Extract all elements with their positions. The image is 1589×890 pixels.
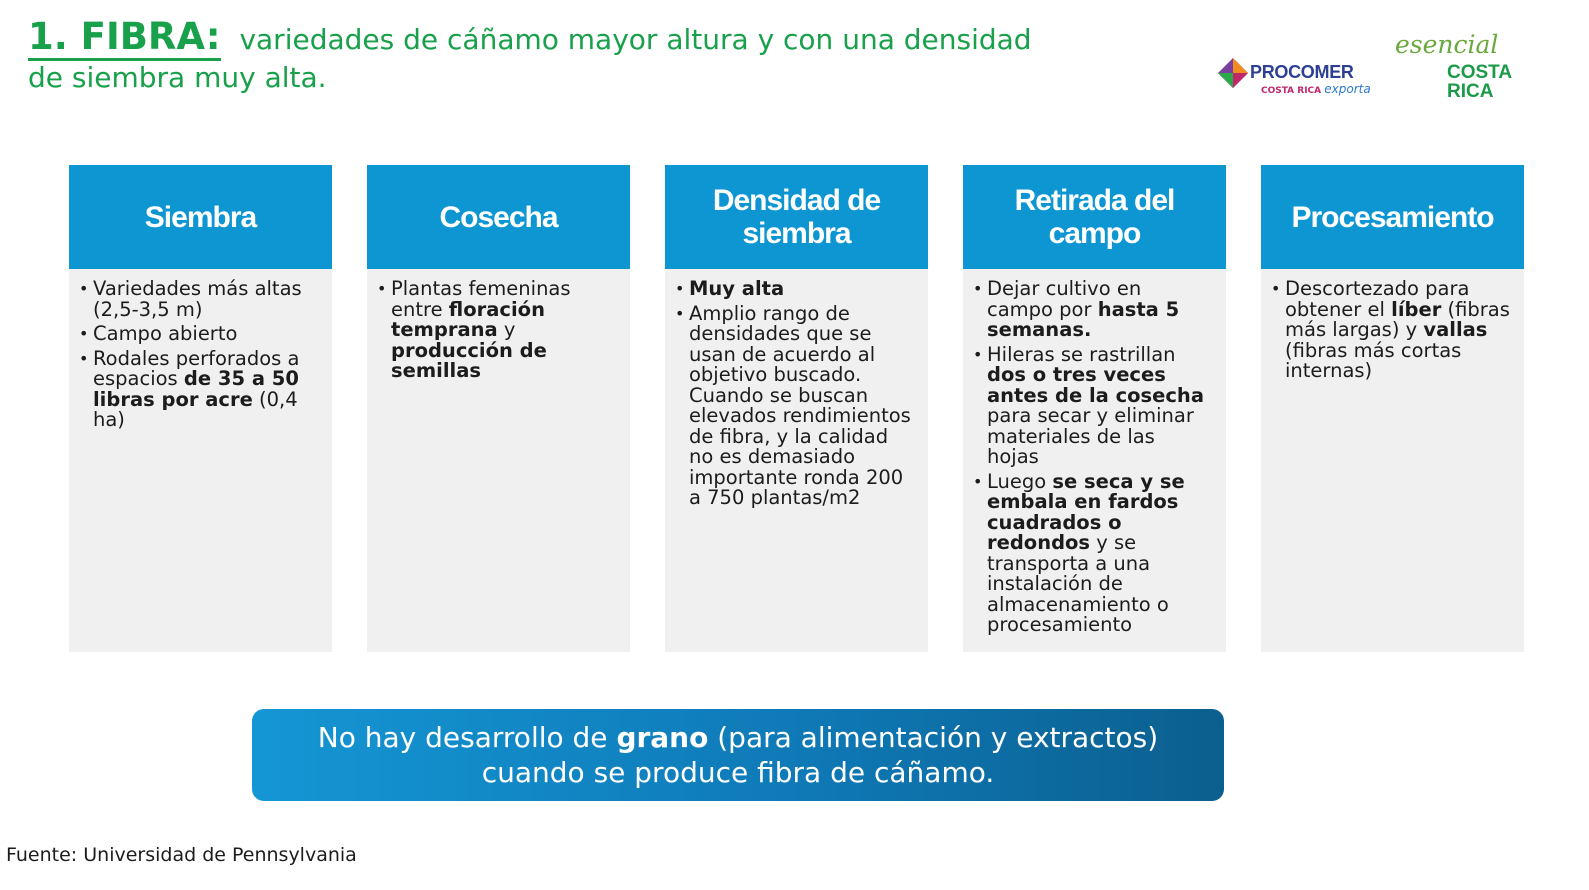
column-cosecha <box>367 165 630 652</box>
bullet-item: • Amplio rango de densidades que se usan de acuerdo al objetivo buscado. Cuando se buscan elevados rendimientos de fibra, y la calidad no es demasiado importante ronda 200 a 750 plantas/m2 <box>675 304 914 509</box>
esencial-costa-rica-logo <box>1395 30 1535 110</box>
bullet-item: • Plantas femeninas entre floración temprana y producción de semillas <box>377 279 616 382</box>
column-retirada-del-campo <box>963 165 1226 652</box>
bullet-list <box>1271 279 1510 382</box>
note-banner: No hay desarrollo de grano (para alimentación y extractos) cuando se produce fibra de cáñamo. <box>252 709 1224 801</box>
column-header: Densidad de siembra <box>665 165 928 269</box>
esencial-script: esencial <box>1395 30 1499 59</box>
procomer-diamond-icon <box>1218 58 1248 88</box>
bullet-list <box>377 279 616 382</box>
column-header: Procesamiento <box>1261 165 1524 269</box>
title-text-line2: de siembra muy alta. <box>28 61 327 94</box>
column-header: Cosecha <box>367 165 630 269</box>
costa-rica-wordmark: COSTA RICA <box>1447 62 1513 102</box>
column-header: Retirada del campo <box>963 165 1226 269</box>
slide-title <box>28 15 1148 97</box>
title-text-line1: variedades de cáñamo mayor altura y con una densidad <box>239 23 1032 56</box>
bullet-item: • Hileras se rastrillan dos o tres veces antes de la cosecha para secar y eliminar materiales de las hojas <box>973 345 1212 468</box>
title-number: 1. FIBRA: <box>28 15 221 61</box>
bullet-item: • Luego se seca y se embala en fardos cuadrados o redondos y se transporta a una instalación de almacenamiento o procesamiento <box>973 472 1212 636</box>
bullet-item: • Campo abierto <box>79 324 318 345</box>
bullet-list <box>79 279 318 431</box>
bullet-item: • Rodales perforados a espacios de 35 a 50 libras por acre (0,4 ha) <box>79 349 318 431</box>
bullet-item: • Variedades más altas (2,5-3,5 m) <box>79 279 318 320</box>
column-densidad-de-siembra <box>665 165 928 652</box>
procomer-sub: COSTA RICA exporta <box>1261 82 1371 96</box>
source-note: Fuente: Universidad de Pennsylvania <box>6 844 357 866</box>
bullet-list <box>973 279 1212 636</box>
column-header: Siembra <box>69 165 332 269</box>
bullet-list <box>675 279 914 509</box>
bullet-item: • Dejar cultivo en campo por hasta 5 semanas. <box>973 279 1212 341</box>
bullet-item: • Descortezado para obtener el líber (fibras más largas) y vallas (fibras más cortas internas) <box>1271 279 1510 382</box>
procomer-name: PROCOMER <box>1250 62 1354 82</box>
column-siembra <box>69 165 332 652</box>
bullet-item: • Muy alta <box>675 279 914 300</box>
procomer-logo <box>1218 36 1378 100</box>
column-procesamiento <box>1261 165 1524 652</box>
